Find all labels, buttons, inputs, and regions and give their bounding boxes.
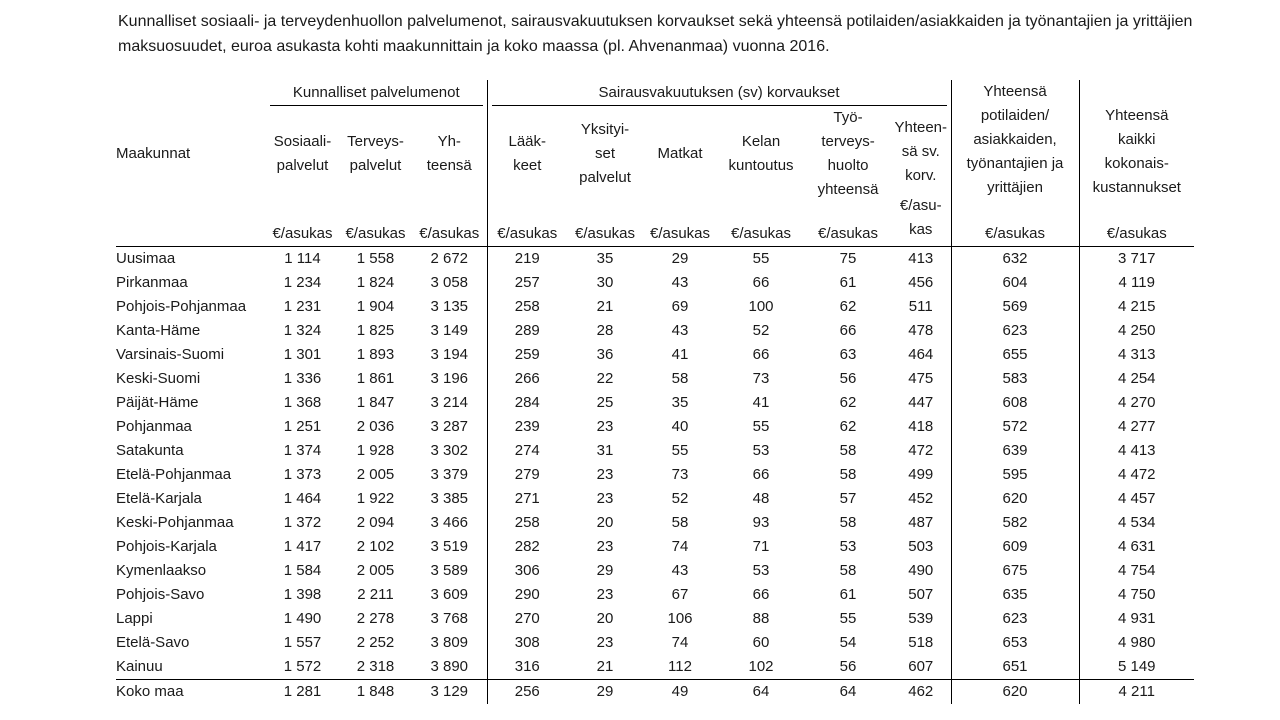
value-cell: 3 379: [412, 463, 487, 487]
region-name: Pohjois-Karjala: [116, 538, 217, 555]
value-cell: 1 490: [283, 610, 322, 627]
value-cell: 1 825: [356, 322, 395, 339]
unit-total-sv: €/asu- kas: [899, 197, 942, 238]
value-cell: 572: [951, 415, 1079, 439]
region-name: Keski-Suomi: [116, 370, 201, 387]
value-cell: 41: [752, 394, 770, 411]
value-cell: 462: [891, 680, 951, 705]
value-cell: 1 336: [283, 370, 322, 387]
value-cell: 3 135: [412, 295, 487, 319]
value-cell: 1 234: [283, 274, 322, 291]
value-cell: 274: [514, 442, 540, 459]
value-cell: 55: [839, 610, 857, 627]
value-cell: 2 211: [357, 586, 394, 603]
value-cell: 1 558: [356, 250, 395, 267]
value-cell: 112: [668, 658, 692, 675]
table-row: [116, 319, 1194, 343]
value-cell: 4 313: [1117, 346, 1156, 363]
value-cell: 58: [839, 442, 857, 459]
value-cell: 2 252: [356, 634, 395, 651]
col-health-header: Terveys- palvelut: [347, 133, 404, 174]
value-cell: 620: [951, 487, 1079, 511]
value-cell: 1 572: [283, 658, 322, 675]
value-cell: 40: [671, 418, 689, 435]
value-cell: 2 318: [356, 658, 395, 675]
value-cell: 583: [951, 367, 1079, 391]
table-row: [116, 391, 1194, 415]
region-name: Etelä-Pohjanmaa: [116, 466, 232, 483]
table-title: Kunnalliset sosiaali- ja terveydenhuollon palvelumenot, sairausvakuutuksen korvaukset sekä yhteensä potilaiden/asiakkaiden ja työnantajien ja yrittäjien maksuosuudet, euroa asukasta kohti maakunnittain ja koko maassa (pl. Ahvenanmaa) vuonna 2016.: [118, 13, 1193, 55]
value-cell: 2 036: [356, 418, 395, 435]
value-cell: 54: [839, 634, 857, 651]
table-row: [116, 655, 1194, 680]
value-cell: 3 589: [412, 559, 487, 583]
value-cell: 518: [891, 631, 951, 655]
value-cell: 511: [891, 295, 951, 319]
value-cell: 58: [671, 370, 689, 387]
value-cell: 1 372: [283, 514, 322, 531]
value-cell: 60: [752, 634, 770, 651]
value-cell: 595: [951, 463, 1079, 487]
value-cell: 3 302: [412, 439, 487, 463]
col-region-header: Maakunnat: [116, 145, 191, 162]
table-row: [116, 487, 1194, 511]
total-row: [116, 680, 1194, 705]
table-row: [116, 535, 1194, 559]
value-cell: 48: [752, 490, 770, 507]
table-row: [116, 559, 1194, 583]
value-cell: 1 847: [356, 394, 395, 411]
value-cell: 25: [596, 394, 614, 411]
table-row: [116, 607, 1194, 631]
value-cell: 2 672: [412, 247, 487, 272]
value-cell: 58: [839, 514, 857, 531]
value-cell: 1 417: [283, 538, 322, 555]
value-cell: 53: [752, 442, 770, 459]
value-cell: 308: [514, 634, 540, 651]
value-cell: 4 750: [1117, 586, 1156, 603]
unit-private: €/asukas: [567, 202, 643, 247]
value-cell: 653: [951, 631, 1079, 655]
value-cell: 569: [951, 295, 1079, 319]
region-name: Etelä-Savo: [116, 634, 190, 651]
value-cell: 609: [951, 535, 1079, 559]
value-cell: 4 931: [1117, 610, 1156, 627]
value-cell: 3 129: [412, 680, 487, 705]
value-cell: 58: [839, 562, 857, 579]
unit-medicine: €/asukas: [487, 202, 567, 247]
value-cell: 88: [752, 610, 770, 627]
value-cell: 43: [671, 274, 689, 291]
table-row: [116, 463, 1194, 487]
value-cell: 41: [671, 346, 689, 363]
value-cell: 4 119: [1118, 274, 1155, 291]
col-kela-header: Kelan kuntoutus: [728, 133, 794, 174]
value-cell: 29: [596, 562, 614, 579]
value-cell: 4 457: [1117, 490, 1156, 507]
value-cell: 507: [891, 583, 951, 607]
value-cell: 23: [596, 466, 614, 483]
value-cell: 55: [752, 418, 770, 435]
value-cell: 239: [514, 418, 540, 435]
value-cell: 4 754: [1117, 562, 1156, 579]
value-cell: 1 231: [283, 298, 322, 315]
value-cell: 1 584: [283, 562, 322, 579]
region-name: Lappi: [116, 610, 153, 627]
region-name: Kainuu: [116, 658, 163, 675]
region-name: Uusimaa: [116, 250, 176, 267]
value-cell: 1 398: [283, 586, 322, 603]
value-cell: 290: [514, 586, 540, 603]
value-cell: 74: [671, 538, 689, 555]
value-cell: 2 094: [356, 514, 395, 531]
table-row: [116, 271, 1194, 295]
value-cell: 93: [752, 514, 770, 531]
value-cell: 503: [891, 535, 951, 559]
value-cell: 651: [951, 655, 1079, 680]
table-row: [116, 295, 1194, 319]
col-total-sv-header: Yhteen- sä sv. korv. €/asu- kas: [891, 106, 951, 247]
unit-health: €/asukas: [339, 202, 412, 247]
unit-total-municipal: €/asukas: [412, 202, 487, 247]
value-cell: 1 893: [356, 346, 395, 363]
value-cell: 1 928: [356, 442, 395, 459]
value-cell: 4 980: [1117, 634, 1156, 651]
value-cell: 3 809: [412, 631, 487, 655]
value-cell: 472: [891, 439, 951, 463]
value-cell: 608: [951, 391, 1079, 415]
value-cell: 71: [752, 538, 770, 555]
value-cell: 62: [839, 418, 857, 435]
value-cell: 55: [671, 442, 689, 459]
value-cell: 1 251: [283, 418, 322, 435]
table-row: [116, 631, 1194, 655]
value-cell: 1 114: [284, 250, 321, 267]
value-cell: 43: [671, 562, 689, 579]
value-cell: 62: [839, 394, 857, 411]
value-cell: 1 373: [283, 466, 322, 483]
value-cell: 4 631: [1117, 538, 1156, 555]
value-cell: 487: [891, 511, 951, 535]
value-cell: 23: [596, 538, 614, 555]
value-cell: 4 472: [1117, 466, 1156, 483]
value-cell: 604: [951, 271, 1079, 295]
value-cell: 256: [487, 680, 567, 705]
value-cell: 3 287: [412, 415, 487, 439]
table-row: [116, 439, 1194, 463]
value-cell: 475: [891, 367, 951, 391]
value-cell: 62: [839, 298, 857, 315]
value-cell: 289: [514, 322, 540, 339]
value-cell: 2 278: [356, 610, 395, 627]
value-cell: 64: [805, 680, 891, 705]
value-cell: 67: [671, 586, 689, 603]
value-cell: 66: [752, 466, 770, 483]
value-cell: 29: [671, 250, 689, 267]
value-cell: 61: [839, 586, 857, 603]
value-cell: 23: [596, 490, 614, 507]
value-cell: 49: [643, 680, 717, 705]
value-cell: 3 058: [412, 271, 487, 295]
value-cell: 284: [514, 394, 540, 411]
value-cell: 464: [891, 343, 951, 367]
value-cell: 29: [567, 680, 643, 705]
value-cell: 66: [752, 346, 770, 363]
value-cell: 3 214: [412, 391, 487, 415]
value-cell: 282: [514, 538, 540, 555]
table-row: [116, 583, 1194, 607]
unit-all: €/asukas: [1079, 202, 1194, 247]
value-cell: 66: [839, 322, 857, 339]
value-cell: 3 385: [412, 487, 487, 511]
region-name: Pohjanmaa: [116, 418, 192, 435]
value-cell: 35: [671, 394, 689, 411]
value-cell: 52: [671, 490, 689, 507]
value-cell: 623: [951, 319, 1079, 343]
value-cell: 4 211: [1079, 680, 1194, 705]
col-patients-header: Yhteensä potilaiden/ asiakkaiden, työnantajien ja yrittäjien: [951, 80, 1079, 202]
value-cell: 447: [891, 391, 951, 415]
value-cell: 306: [514, 562, 540, 579]
value-cell: 3 149: [412, 319, 487, 343]
value-cell: 3 194: [412, 343, 487, 367]
value-cell: 61: [839, 274, 857, 291]
value-cell: 28: [596, 322, 614, 339]
value-cell: 36: [596, 346, 614, 363]
value-cell: 3 717: [1117, 250, 1156, 267]
value-cell: 4 277: [1117, 418, 1156, 435]
value-cell: 3 519: [412, 535, 487, 559]
value-cell: 4 270: [1117, 394, 1156, 411]
value-cell: 69: [671, 298, 689, 315]
value-cell: 57: [839, 490, 857, 507]
value-cell: 1 464: [283, 490, 322, 507]
value-cell: 74: [671, 634, 689, 651]
value-cell: 56: [839, 370, 857, 387]
value-cell: 58: [839, 466, 857, 483]
value-cell: 30: [596, 274, 614, 291]
value-cell: 58: [671, 514, 689, 531]
group-municipal-header: Kunnalliset palvelumenot: [266, 80, 487, 106]
table-row: [116, 247, 1194, 272]
table-row: [116, 415, 1194, 439]
value-cell: 266: [514, 370, 540, 387]
region-name: Keski-Pohjanmaa: [116, 514, 234, 531]
col-total-municipal-header: Yh- teensä: [412, 106, 487, 202]
value-cell: 35: [596, 250, 614, 267]
value-cell: 55: [752, 250, 770, 267]
unit-travel: €/asukas: [643, 202, 717, 247]
col-travel-header: Matkat: [657, 145, 703, 162]
value-cell: 316: [514, 658, 540, 675]
value-cell: 219: [514, 250, 540, 267]
value-cell: 4 413: [1117, 442, 1156, 459]
value-cell: 413: [891, 247, 951, 272]
value-cell: 4 215: [1117, 298, 1156, 315]
region-name: Kymenlaakso: [116, 562, 207, 579]
value-cell: 4 534: [1117, 514, 1156, 531]
region-name: Satakunta: [116, 442, 184, 459]
value-cell: 20: [596, 514, 614, 531]
region-name: Pohjois-Savo: [116, 586, 205, 603]
col-all-header: Yhteensä kaikki kokonais- kustannukset: [1092, 107, 1181, 196]
value-cell: 31: [596, 442, 614, 459]
region-name: Pohjois-Pohjanmaa: [116, 298, 247, 315]
value-cell: 655: [951, 343, 1079, 367]
value-cell: 270: [514, 610, 540, 627]
value-cell: 490: [891, 559, 951, 583]
value-cell: 632: [951, 247, 1079, 272]
value-cell: 1 904: [356, 298, 395, 315]
value-cell: 5 149: [1117, 658, 1156, 675]
col-social-header: Sosiaali- palvelut: [273, 133, 332, 174]
value-cell: 623: [951, 607, 1079, 631]
value-cell: 23: [596, 634, 614, 651]
value-cell: 1 557: [283, 634, 322, 651]
value-cell: 66: [752, 586, 770, 603]
value-cell: 258: [514, 514, 540, 531]
value-cell: 102: [748, 658, 774, 675]
value-cell: 257: [514, 274, 540, 291]
value-cell: 2 005: [356, 466, 395, 483]
value-cell: 3 196: [412, 367, 487, 391]
table-row: [116, 343, 1194, 367]
col-occupational-header: Työ- terveys- huolto yhteensä: [817, 109, 879, 198]
value-cell: 73: [752, 370, 770, 387]
unit-social: €/asukas: [266, 202, 339, 247]
value-cell: 21: [596, 658, 614, 675]
value-cell: 635: [951, 583, 1079, 607]
value-cell: 279: [514, 466, 540, 483]
value-cell: 56: [839, 658, 857, 675]
value-cell: 620: [951, 680, 1079, 705]
value-cell: 100: [748, 298, 774, 315]
value-cell: 1 861: [356, 370, 395, 387]
value-cell: 3 890: [412, 655, 487, 680]
value-cell: 64: [717, 680, 805, 705]
region-name: Koko maa: [116, 680, 266, 705]
value-cell: 23: [596, 418, 614, 435]
table-row: [116, 511, 1194, 535]
value-cell: 258: [514, 298, 540, 315]
value-cell: 259: [514, 346, 540, 363]
value-cell: 452: [891, 487, 951, 511]
value-cell: 43: [671, 322, 689, 339]
value-cell: 1 922: [356, 490, 395, 507]
unit-kela: €/asukas: [717, 202, 805, 247]
value-cell: 20: [596, 610, 614, 627]
region-name: Etelä-Karjala: [116, 490, 202, 507]
group-sv-header: Sairausvakuutuksen (sv) korvaukset: [487, 80, 951, 106]
region-name: Varsinais-Suomi: [116, 346, 225, 363]
value-cell: 418: [891, 415, 951, 439]
value-cell: 75: [839, 250, 857, 267]
table-row: [116, 367, 1194, 391]
value-cell: 582: [951, 511, 1079, 535]
value-cell: 1 281: [266, 680, 339, 705]
value-cell: 22: [596, 370, 614, 387]
value-cell: 4 254: [1117, 370, 1156, 387]
value-cell: 21: [596, 298, 614, 315]
value-cell: 2 102: [356, 538, 395, 555]
value-cell: 1 824: [356, 274, 395, 291]
value-cell: 499: [891, 463, 951, 487]
value-cell: 675: [951, 559, 1079, 583]
col-private-header: Yksityi- set palvelut: [579, 121, 631, 186]
region-name: Kanta-Häme: [116, 322, 201, 339]
value-cell: 3 609: [412, 583, 487, 607]
value-cell: 607: [891, 655, 951, 680]
value-cell: 2 005: [356, 562, 395, 579]
region-name: Pirkanmaa: [116, 274, 188, 291]
value-cell: 1 301: [283, 346, 322, 363]
value-cell: 52: [752, 322, 770, 339]
value-cell: 63: [839, 346, 857, 363]
value-cell: 1 848: [339, 680, 412, 705]
value-cell: 53: [839, 538, 857, 555]
unit-occupational: €/asukas: [805, 202, 891, 247]
value-cell: 73: [671, 466, 689, 483]
value-cell: 539: [891, 607, 951, 631]
value-cell: 1 368: [283, 394, 322, 411]
region-name: Päijät-Häme: [116, 394, 199, 411]
col-medicine-header: Lääk- keet: [508, 133, 547, 174]
value-cell: 106: [667, 610, 693, 627]
value-cell: 456: [891, 271, 951, 295]
value-cell: 23: [596, 586, 614, 603]
value-cell: 3 768: [412, 607, 487, 631]
value-cell: 3 466: [412, 511, 487, 535]
value-cell: 1 324: [283, 322, 322, 339]
value-cell: 4 250: [1117, 322, 1156, 339]
value-cell: 478: [891, 319, 951, 343]
cost-table: [116, 80, 1194, 704]
value-cell: 1 374: [283, 442, 322, 459]
value-cell: 271: [514, 490, 540, 507]
value-cell: 66: [752, 274, 770, 291]
unit-patients: €/asukas: [951, 202, 1079, 247]
table-body: [116, 247, 1194, 705]
value-cell: 53: [752, 562, 770, 579]
value-cell: 639: [951, 439, 1079, 463]
